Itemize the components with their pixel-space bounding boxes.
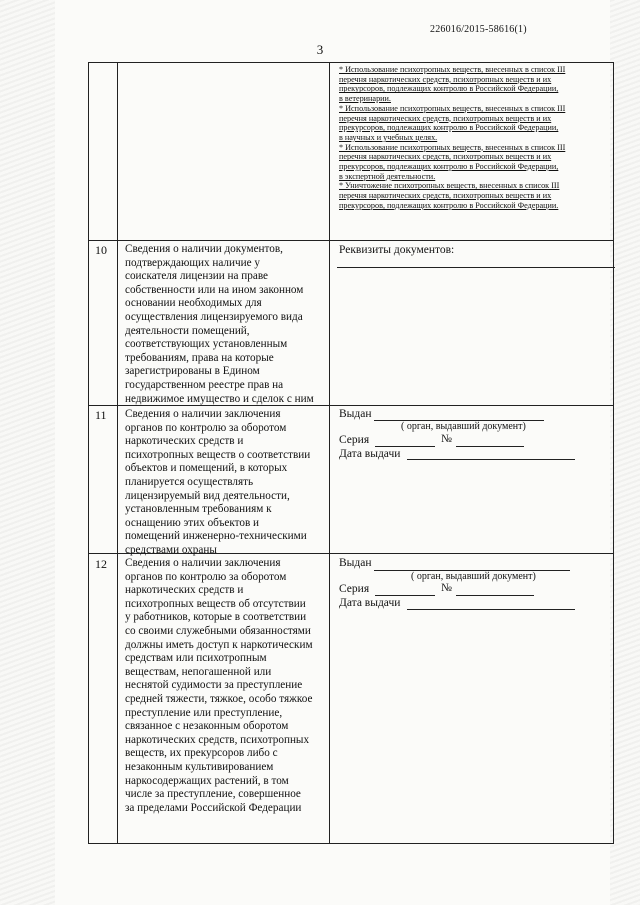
description-line: недвижимое имущество и сделок с ним [125, 392, 314, 405]
continuation-line: * Использование психотропных веществ, внесенных в список III [339, 65, 566, 74]
description-line: средней тяжести, тяжкое, особо тяжкое [125, 692, 313, 705]
continuation-line: * Уничтожение психотропных веществ, внесенных в список III [339, 181, 560, 191]
series-label-12: Серия [339, 583, 370, 595]
requisites-entry-line[interactable] [337, 267, 615, 268]
description-line: основании необходимых для [125, 297, 262, 310]
description-line: деятельности помещений, [125, 324, 250, 337]
row-description-12 [125, 557, 327, 815]
continuation-line: перечня наркотических средств, психотропных веществ и их [339, 113, 552, 123]
row-number-11: 11 [95, 408, 107, 422]
date-label-12: Дата выдачи [339, 597, 401, 609]
series-entry-line-12[interactable] [375, 595, 435, 596]
description-line: лицензируемый вид деятельности, [125, 489, 290, 502]
description-line: должны иметь доступ к наркотическим [125, 638, 313, 651]
row-number-10: 10 [95, 243, 107, 257]
continuation-line: прекурсоров, подлежащих контролю в Российской Федерации, [339, 84, 559, 94]
description-line: веществам, непогашенной или [125, 665, 272, 678]
description-line: наркосодержащих растений, в том [125, 774, 289, 787]
description-line: Сведения о наличии заключения [125, 557, 281, 569]
number-sign-12: № [441, 582, 452, 594]
column-divider-description [329, 63, 330, 843]
license-requirements-table [88, 62, 614, 844]
description-line: соискателя лицензии на праве [125, 270, 269, 283]
issuer-caption-11: ( орган, выдавший документ) [401, 421, 526, 432]
description-line: психотропных веществ об отсутствии [125, 597, 306, 610]
description-line: помещений инженерно-техническими [125, 530, 307, 543]
description-line: за пределами Российской Федерации [125, 801, 302, 814]
description-line: со своими служебными обязанностями [125, 624, 311, 637]
scan-edge-right [610, 0, 640, 905]
description-line: незаконным культивированием [125, 760, 274, 773]
description-line: наркотических средств и [125, 435, 244, 448]
description-line: неснятой судимости за преступление [125, 679, 303, 692]
description-line: органов по контролю за оборотом [125, 421, 287, 434]
continuation-line: прекурсоров, подлежащих контролю в Российской Федерации. [339, 200, 559, 210]
issued-label-11: Выдан [339, 408, 372, 420]
date-entry-line-11[interactable] [407, 459, 575, 460]
row-divider-10 [89, 240, 613, 241]
description-line: наркотических средств и [125, 584, 244, 597]
description-line: органов по контролю за оборотом [125, 570, 287, 583]
continuation-line: в научных и учебных целях. [339, 132, 438, 142]
description-line: объектов и помещений, в которых [125, 462, 288, 475]
description-line: оснащению этих объектов и [125, 516, 260, 529]
continuation-line: в ветеринарии. [339, 94, 391, 104]
number-sign-11: № [441, 433, 452, 445]
series-label-11: Серия [339, 434, 370, 446]
description-line: установленным требованиям к [125, 503, 272, 516]
issued-label-12: Выдан [339, 557, 372, 569]
description-line: средствам или психотропным [125, 652, 267, 665]
description-line: психотропных веществ о соответствии [125, 448, 311, 461]
description-line: Сведения о наличии заключения [125, 408, 281, 420]
description-line: подтверждающих наличие у [125, 256, 260, 269]
document-number: 226016/2015-58616(1) [430, 24, 527, 35]
continuation-line: * Использование психотропных веществ, внесенных в список III [339, 103, 566, 113]
page-number: 3 [316, 42, 324, 57]
number-entry-line-11[interactable] [456, 446, 524, 447]
row-description-10 [125, 243, 327, 406]
description-line: преступление или преступление, [125, 706, 283, 719]
continuation-line: перечня наркотических средств, психотропных веществ и их [339, 191, 552, 201]
description-line: Сведения о наличии документов, [125, 243, 283, 255]
description-line: осуществления лицензируемого вида [125, 310, 303, 323]
number-entry-line-12[interactable] [456, 595, 534, 596]
issuer-caption-12: ( орган, выдавший документ) [411, 571, 536, 582]
description-line: числе за преступление, совершенное [125, 788, 301, 801]
continuation-line: в экспертной деятельности. [339, 171, 436, 181]
series-entry-line-11[interactable] [375, 446, 435, 447]
date-label-11: Дата выдачи [339, 448, 401, 460]
description-line: соответствующих установленным [125, 338, 288, 351]
continuation-line: * Использование психотропных веществ, внесенных в список III [339, 142, 566, 152]
description-line: наркотических средств, психотропных [125, 733, 310, 746]
date-entry-line-12[interactable] [407, 609, 575, 610]
description-line: собственности или на ином законном [125, 283, 304, 296]
description-line: у работников, которые в соответствии [125, 611, 307, 624]
description-line: средствами охраны [125, 543, 217, 556]
description-line: государственном реестре прав на [125, 378, 284, 391]
description-line: требованиям, права на которые [125, 351, 274, 364]
description-line: веществ, их прекурсоров либо с [125, 747, 278, 760]
requisites-label: Реквизиты документов: [339, 244, 455, 256]
scan-edge-left [0, 0, 55, 905]
row-description-11 [125, 408, 327, 558]
description-line: связанное с незаконным оборотом [125, 720, 289, 733]
description-line: планируется осуществлять [125, 475, 254, 488]
continuation-line: прекурсоров, подлежащих контролю в Российской Федерации, [339, 123, 559, 133]
continuation-activity-list [339, 65, 611, 211]
continuation-line: перечня наркотических средств, психотропных веществ и их [339, 74, 552, 84]
column-divider-number [117, 63, 118, 843]
continuation-line: перечня наркотических средств, психотропных веществ и их [339, 152, 552, 162]
row-number-12: 12 [95, 557, 107, 571]
continuation-line: прекурсоров, подлежащих контролю в Российской Федерации, [339, 162, 559, 172]
description-line: зарегистрированы в Едином [125, 365, 260, 378]
